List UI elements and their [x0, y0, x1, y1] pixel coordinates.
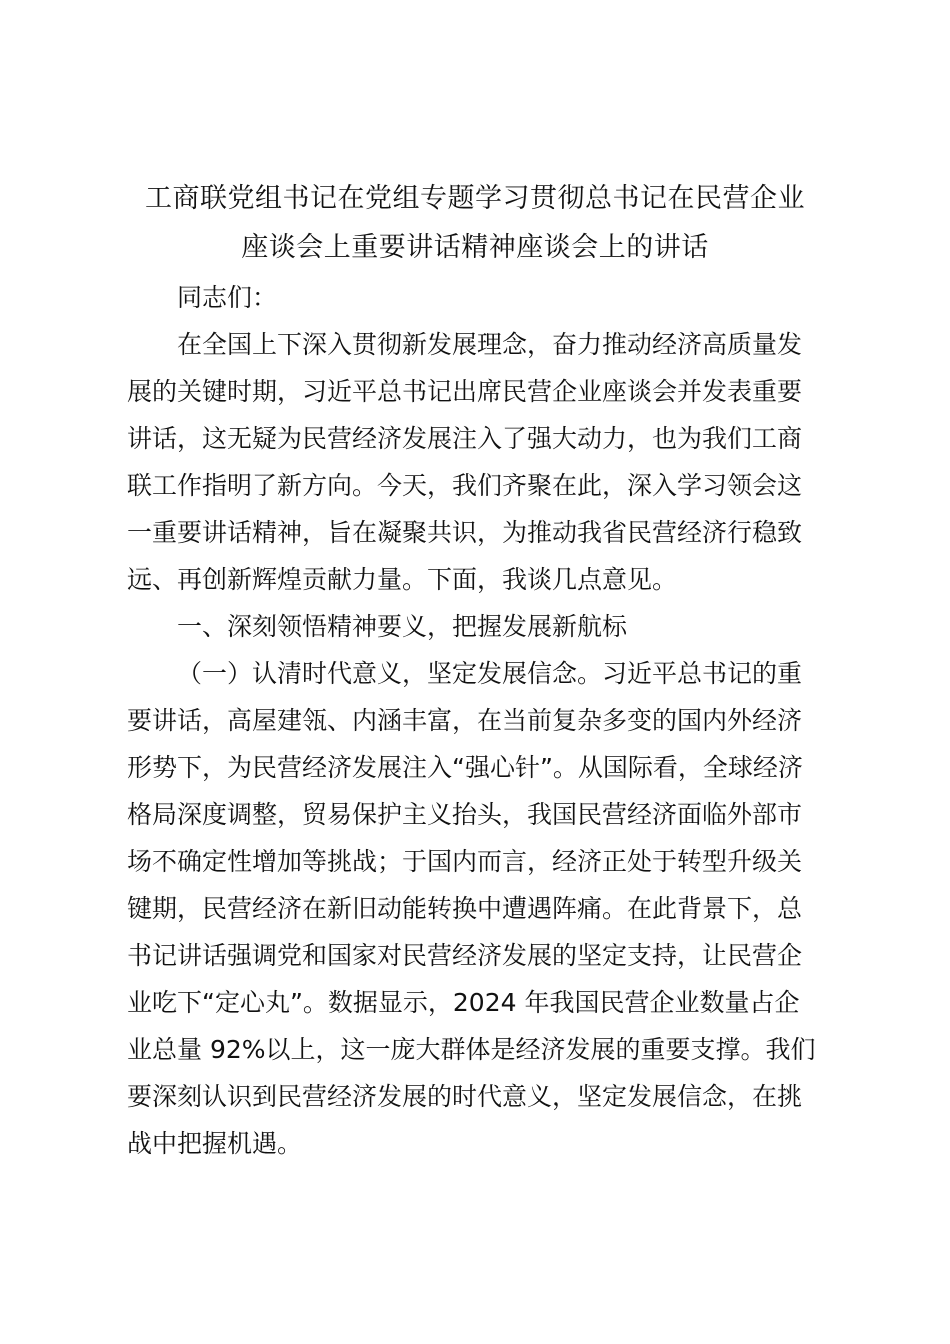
- paragraph-1-line: 远、再创新辉煌贡献力量。下面，我谈几点意见。: [127, 565, 678, 594]
- paragraph-1-line: 展的关键时期，习近平总书记出席民营企业座谈会并发表重要: [127, 377, 803, 406]
- paragraph-2-line: 书记讲话强调党和国家对民营经济发展的坚定支持，让民营企: [127, 941, 803, 970]
- paragraph-2-line: 业吃下“定心丸”。数据显示，2024 年我国民营企业数量占企: [127, 988, 800, 1017]
- paragraph-2-line: 形势下，为民营经济发展注入“强心针”。从国际看，全球经济: [127, 753, 803, 782]
- paragraph-2-line: 业总量 92%以上，这一庞大群体是经济发展的重要支撑。我们: [127, 1035, 816, 1064]
- paragraph-2-line: 要讲话，高屋建瓴、内涵丰富，在当前复杂多变的国内外经济: [127, 706, 803, 735]
- salutation: 同志们：: [177, 283, 278, 312]
- document-body: [127, 274, 827, 1167]
- document-title-line-2: 座谈会上重要讲话精神座谈会上的讲话: [241, 232, 709, 263]
- paragraph-2-line: 战中把握机遇。: [127, 1129, 303, 1158]
- paragraph-2-line: 格局深度调整，贸易保护主义抬头，我国民营经济面临外部市: [127, 800, 803, 829]
- document-title-line-1: 工商联党组书记在党组专题学习贯彻总书记在民营企业: [145, 183, 805, 214]
- paragraph-1-line: 在全国上下深入贯彻新发展理念，奋力推动经济高质量发: [177, 330, 803, 359]
- paragraph-2-line: 要深刻认识到民营经济发展的时代意义，坚定发展信念，在挑: [127, 1082, 803, 1111]
- paragraph-2-line: 键期，民营经济在新旧动能转换中遭遇阵痛。在此背景下，总: [127, 894, 803, 923]
- paragraph-1-line: 联工作指明了新方向。今天，我们齐聚在此，深入学习领会这: [127, 471, 803, 500]
- paragraph-1-line: 讲话，这无疑为民营经济发展注入了强大动力，也为我们工商: [127, 424, 803, 453]
- paragraph-2-line: 场不确定性增加等挑战；于国内而言，经济正处于转型升级关: [127, 847, 803, 876]
- section-1-heading: 一、深刻领悟精神要义，把握发展新航标: [177, 612, 628, 641]
- paragraph-2-line: （一）认清时代意义，坚定发展信念。习近平总书记的重: [177, 659, 803, 688]
- paragraph-1-line: 一重要讲话精神，旨在凝聚共识，为推动我省民营经济行稳致: [127, 518, 803, 547]
